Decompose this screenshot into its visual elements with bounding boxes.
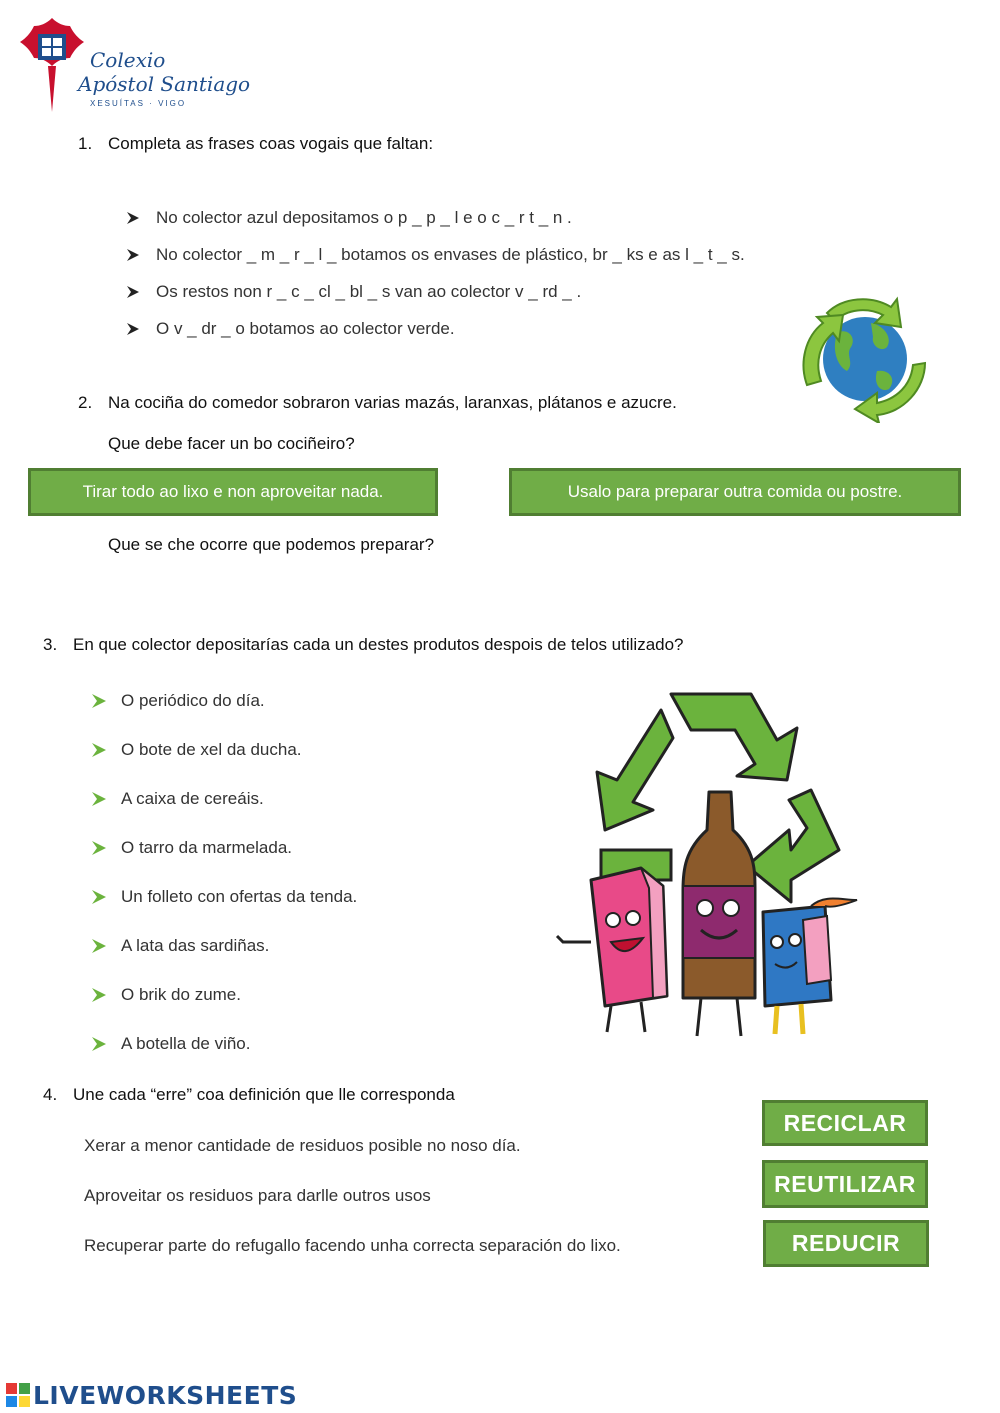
recycle-arrow-left <box>597 710 673 830</box>
green-arrow-bullet-icon <box>91 791 107 807</box>
school-crest-icon <box>18 14 86 114</box>
green-arrow-bullet-icon <box>91 840 107 856</box>
recycling-characters-illustration <box>541 680 863 1060</box>
q3-title: En que colector depositarías cada un destes produtos despois de telos utilizado? <box>73 635 684 654</box>
reducir-button[interactable]: REDUCIR <box>763 1220 929 1267</box>
q1-item-text: No colector azul depositamos o p _ p _ l e o c _ r t _ n . <box>156 208 572 227</box>
green-arrow-bullet-icon <box>91 889 107 905</box>
definition-3[interactable]: Recuperar parte do refugallo facendo unha correcta separación do lixo. <box>84 1236 621 1255</box>
q3-number: 3. <box>43 635 58 654</box>
q2-title: Na cociña do comedor sobraron varias mazás, laranxas, plátanos e azucre. <box>108 393 677 412</box>
q1-item-text: No colector _ m _ r _ l _ botamos os envases de plástico, br _ ks e as l _ t _ s. <box>156 245 745 264</box>
q2-number: 2. <box>78 393 93 412</box>
q3-item-text: O brik do zume. <box>121 985 241 1004</box>
q3-item-text: A lata das sardiñas. <box>121 936 270 955</box>
green-arrow-bullet-icon <box>91 693 107 709</box>
q1-item-text: O v _ dr _ o botamos ao colector verde. <box>156 319 455 338</box>
recycle-globe-icon <box>797 293 937 423</box>
arrow-bullet-icon <box>126 211 140 225</box>
recycle-arrow-right <box>747 790 839 902</box>
q4-heading <box>43 1085 455 1105</box>
green-arrow-bullet-icon <box>91 938 107 954</box>
q3-heading <box>43 635 684 655</box>
q3-item-text: Un folleto con ofertas da tenda. <box>121 887 358 906</box>
q2-question: Que debe facer un bo cociñeiro? <box>108 434 355 453</box>
q2-answer-input[interactable] <box>108 565 812 597</box>
footer-brand <box>6 1380 297 1410</box>
q1-item-text: Os restos non r _ c _ cl _ bl _ s van ao colector v _ rd _ . <box>156 282 582 301</box>
q1-title: Completa as frases coas vogais que faltan: <box>108 134 434 153</box>
q1-heading <box>78 134 433 154</box>
arrow-bullet-icon <box>126 322 140 336</box>
q3-item-text: O periódico do día. <box>121 691 265 710</box>
green-arrow-bullet-icon <box>91 1036 107 1052</box>
reciclar-button[interactable]: RECICLAR <box>762 1100 928 1146</box>
school-logo <box>18 14 251 114</box>
green-arrow-bullet-icon <box>91 742 107 758</box>
school-name-line2: Apóstol Santiago <box>78 72 251 96</box>
q3-item-text: O tarro da marmelada. <box>121 838 293 857</box>
liveworksheets-logo-icon <box>6 1383 30 1407</box>
q3-item-text: A caixa de cereáis. <box>121 789 264 808</box>
definition-2[interactable]: Aproveitar os residuos para darlle outros usos <box>84 1186 431 1205</box>
definition-1[interactable]: Xerar a menor cantidade de residuos posible no noso día. <box>84 1136 521 1155</box>
recycle-arrow-top <box>671 694 797 780</box>
q2-heading <box>78 393 677 413</box>
q3-item-text: O bote de xel da ducha. <box>121 740 302 759</box>
q1-number: 1. <box>78 134 93 153</box>
option-b-button[interactable]: Usalo para preparar outra comida ou postre. <box>509 468 961 516</box>
arrow-bullet-icon <box>126 248 140 262</box>
school-name-line1: Colexio <box>90 48 166 72</box>
q4-title: Une cada “erre” coa definición que lle corresponda <box>73 1085 455 1104</box>
green-arrow-bullet-icon <box>91 987 107 1003</box>
arrow-bullet-icon <box>126 285 140 299</box>
footer-brand-text: LIVEWORKSHEETS <box>33 1380 298 1410</box>
q3-item-text: A botella de viño. <box>121 1034 251 1053</box>
reutilizar-button[interactable]: REUTILIZAR <box>762 1160 928 1208</box>
q4-number: 4. <box>43 1085 58 1104</box>
school-subtitle: XESUÍTAS · VIGO <box>90 99 187 108</box>
option-a-button[interactable]: Tirar todo ao lixo e non aproveitar nada. <box>28 468 438 516</box>
q2-followup: Que se che ocorre que podemos preparar? <box>108 535 435 554</box>
